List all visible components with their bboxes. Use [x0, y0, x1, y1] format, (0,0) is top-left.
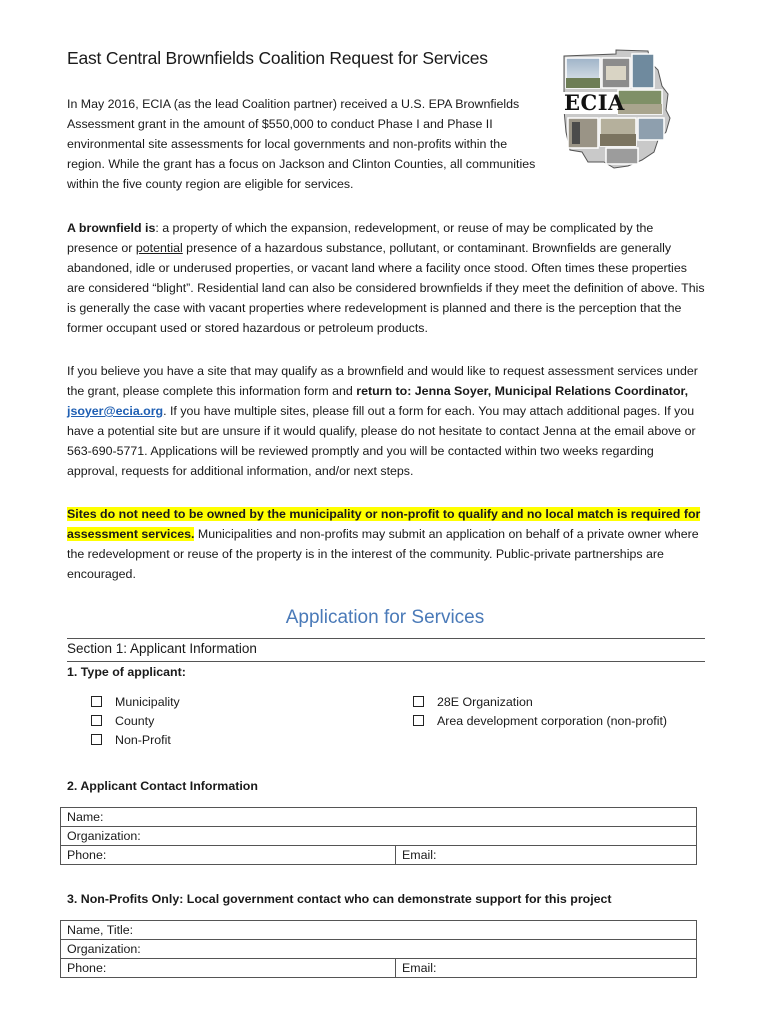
option-28e-organization[interactable] [413, 692, 667, 711]
divider-top [67, 638, 705, 639]
ecia-logo [558, 48, 672, 172]
q3-label: 3. Non-Profits Only: Local government contact who can demonstrate support for this project [67, 892, 612, 906]
option-label: 28E Organization [437, 694, 533, 709]
ecia-logo-text: ECIA [564, 90, 625, 115]
highlighted-note: Sites do not need to be owned by the municipality or non-profit to qualify and no local match is required for assessment services. [67, 507, 701, 541]
checkbox[interactable] [91, 696, 102, 707]
applicant-type-right [413, 692, 667, 730]
intro-paragraph: In May 2016, ECIA (as the lead Coalition partner) received a U.S. EPA Brownfields Assessment grant in the amount of $550,000 to conduct Phase I and Phase II environmental site assessments for local governments and non-profits within the region. While the grant has a focus on Jackson and Clinton Counties, all communities within the five county region are eligible for services. [67, 97, 536, 191]
name-field[interactable]: Name: [61, 808, 697, 827]
applicant-type-left [91, 692, 180, 749]
note-text: Municipalities and non-profits may submit an application on behalf of a private owner where the redevelopment or reuse of the property is in the interest of the community. Public-private partnerships are encouraged. [67, 527, 699, 581]
definition-text-2: presence of a hazardous substance, pollutant, or contaminant. Brownfields are generally abandoned, idle or underused properties, or vacant land where a facility once stood. Often times these properties are considered “blight”. Residential land can also be considered brownfields if they meet the definition of above. This is generally the case with vacant properties where redevelopment is planned and there is the perception that the former occupant used or stored hazardous or petroleum products. [67, 241, 705, 335]
email-field[interactable]: Email: [396, 846, 697, 865]
application-title: Application for Services [285, 607, 485, 628]
option-label: Municipality [115, 694, 180, 709]
instructions-text-1: If you believe you have a site that may qualify as a brownfield and would like to request assessment services under the grant, please complete this information form and [67, 364, 698, 398]
checkbox[interactable] [91, 734, 102, 745]
note-paragraph [67, 504, 705, 584]
option-municipality[interactable] [91, 692, 180, 711]
page-title: East Central Brownfields Coalition Request for Services [67, 48, 488, 68]
instructions-text-2: . If you have multiple sites, please fill out a form for each. You may attach additional pages. If you have a potential site but are unsure if it would qualify, please do not hesitate to contact Jenna at the email above or 563-690-5771. Applications will be reviewed promptly and you will be contacted within two weeks regarding approval, requests for additional information, and/or next steps. [67, 404, 696, 478]
local-government-contact-table [60, 920, 697, 978]
checkbox[interactable] [413, 696, 424, 707]
definition-underlined: potential [135, 241, 183, 255]
option-county[interactable] [91, 711, 180, 730]
option-label: Non-Profit [115, 732, 171, 747]
applicant-contact-table [60, 807, 697, 865]
name-title-field[interactable]: Name, Title: [61, 921, 697, 940]
instructions-paragraph [67, 361, 705, 481]
brownfield-definition [67, 218, 705, 338]
organization-field[interactable]: Organization: [61, 827, 697, 846]
phone-field[interactable]: Phone: [61, 959, 396, 978]
section1-title: Section 1: Applicant Information [67, 641, 257, 656]
divider-bottom [67, 661, 705, 662]
return-to-contact: return to: Jenna Soyer, Municipal Relations Coordinator, [356, 384, 689, 398]
definition-term: A brownfield is [67, 221, 156, 235]
email-field[interactable]: Email: [396, 959, 697, 978]
q2-label: 2. Applicant Contact Information [67, 779, 258, 793]
phone-field[interactable]: Phone: [61, 846, 396, 865]
option-label: Area development corporation (non-profit) [437, 713, 668, 728]
definition-text-1: : a property of which the expansion, redevelopment, or reuse of may be complicated by the presence or [67, 221, 654, 255]
option-area-development-corporation[interactable] [413, 711, 667, 730]
organization-field[interactable]: Organization: [61, 940, 697, 959]
checkbox[interactable] [413, 715, 424, 726]
option-label: County [115, 713, 155, 728]
q1-label: 1. Type of applicant: [67, 665, 186, 679]
email-link[interactable]: jsoyer@ecia.org [67, 404, 164, 418]
option-non-profit[interactable] [91, 730, 180, 749]
checkbox[interactable] [91, 715, 102, 726]
